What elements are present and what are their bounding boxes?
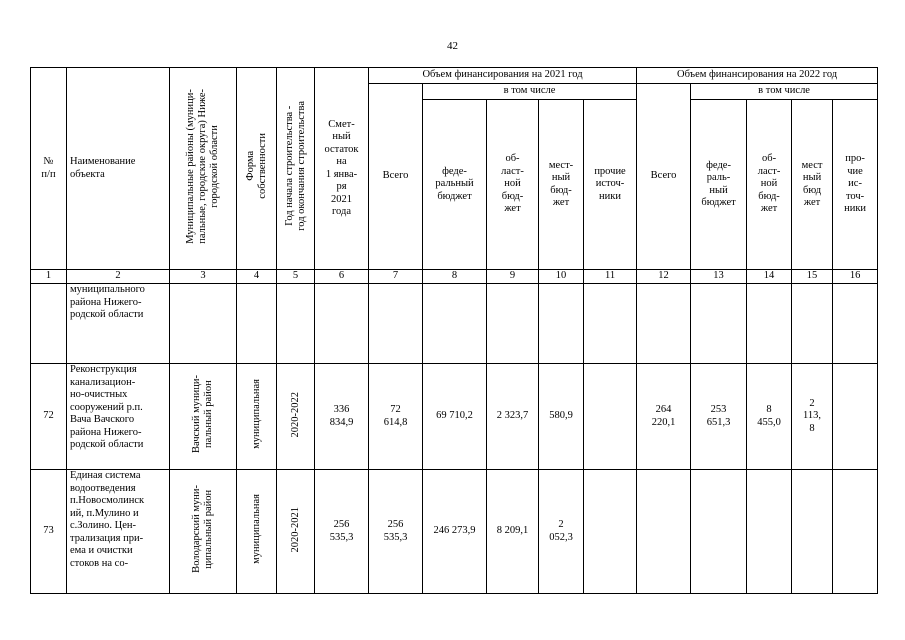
other-2021-cell — [584, 364, 637, 470]
total-2022-cell — [637, 284, 691, 364]
column-number: 14 — [747, 270, 792, 284]
local-2021-cell: 2 052,3 — [539, 470, 584, 594]
column-number: 8 — [423, 270, 487, 284]
estimate-cell — [315, 284, 369, 364]
header-group-2022: Объем финансирования на 2022 год — [637, 68, 878, 84]
header-local-2021: мест- ный бюд- жет — [539, 100, 584, 270]
header-including-2021: в том числе — [423, 84, 637, 100]
total-2021-cell: 256 535,3 — [369, 470, 423, 594]
district-cell — [170, 284, 237, 364]
column-number: 3 — [170, 270, 237, 284]
local-2022-cell — [792, 284, 833, 364]
regional-2022-cell — [747, 284, 792, 364]
column-number-row — [31, 270, 878, 284]
column-number: 5 — [277, 270, 315, 284]
column-number: 15 — [792, 270, 833, 284]
local-2021-cell — [539, 284, 584, 364]
header-estimate: Смет- ный остаток на 1 янва- ря 2021 года — [315, 68, 369, 270]
column-number: 13 — [691, 270, 747, 284]
header-local-2022: мест ный бюд жет — [792, 100, 833, 270]
row-number: 73 — [31, 470, 67, 594]
financing-table — [30, 67, 878, 594]
column-number: 2 — [67, 270, 170, 284]
row-number — [31, 284, 67, 364]
regional-2021-cell — [487, 284, 539, 364]
local-2021-cell: 580,9 — [539, 364, 584, 470]
years-cell — [277, 284, 315, 364]
object-name: Реконструкция канализацион- но-очистных сооружений р.п. Вача Вачского района Нижего- родской области — [67, 364, 170, 470]
other-2022-cell — [833, 284, 878, 364]
regional-2022-cell: 8 455,0 — [747, 364, 792, 470]
ownership-cell: муниципальная — [237, 470, 277, 594]
federal-2021-cell — [423, 284, 487, 364]
header-district: Муниципальные районы (муници- пальные, городские округа) Ниже- городской области — [170, 68, 237, 270]
header-regional-2021: об- ласт- ной бюд- жет — [487, 100, 539, 270]
column-number: 1 — [31, 270, 67, 284]
header-total-2022: Всего — [637, 84, 691, 270]
header-other-2022: про- чие ис- точ- ники — [833, 100, 878, 270]
row-number: 72 — [31, 364, 67, 470]
column-number: 11 — [584, 270, 637, 284]
column-number: 7 — [369, 270, 423, 284]
header-federal-2021: феде- ральный бюджет — [423, 100, 487, 270]
ownership-cell — [237, 284, 277, 364]
local-2022-cell: 2 113, 8 — [792, 364, 833, 470]
header-years: Год начала строительства - год окончания строительства — [277, 68, 315, 270]
total-2021-cell — [369, 284, 423, 364]
header-other-2021: прочие источ- ники — [584, 100, 637, 270]
object-name: Единая система водоотведения п.Новосмолинск ий, п.Мулино и с.Золино. Цен- трализация при- ема и очистки стоков на со- — [67, 470, 170, 594]
header-number: № п/п — [31, 68, 67, 270]
other-2022-cell — [833, 364, 878, 470]
table-row — [31, 470, 878, 594]
local-2022-cell — [792, 470, 833, 594]
header-regional-2022: об- ласт- ной бюд- жет — [747, 100, 792, 270]
total-2021-cell: 72 614,8 — [369, 364, 423, 470]
other-2021-cell — [584, 284, 637, 364]
column-number: 12 — [637, 270, 691, 284]
table-row — [31, 284, 878, 364]
district-cell: Володарский муни- ципальный район — [170, 470, 237, 594]
total-2022-cell: 264 220,1 — [637, 364, 691, 470]
column-number: 16 — [833, 270, 878, 284]
estimate-cell: 256 535,3 — [315, 470, 369, 594]
district-cell: Вачский муници- пальный район — [170, 364, 237, 470]
years-cell: 2020-2022 — [277, 364, 315, 470]
estimate-cell: 336 834,9 — [315, 364, 369, 470]
federal-2022-cell: 253 651,3 — [691, 364, 747, 470]
federal-2022-cell — [691, 470, 747, 594]
ownership-cell: муниципальная — [237, 364, 277, 470]
header-ownership: Форма собственности — [237, 68, 277, 270]
federal-2021-cell: 69 710,2 — [423, 364, 487, 470]
regional-2022-cell — [747, 470, 792, 594]
table-row — [31, 364, 878, 470]
header-total-2021: Всего — [369, 84, 423, 270]
other-2021-cell — [584, 470, 637, 594]
other-2022-cell — [833, 470, 878, 594]
header-including-2022: в том числе — [691, 84, 878, 100]
federal-2021-cell: 246 273,9 — [423, 470, 487, 594]
column-number: 10 — [539, 270, 584, 284]
years-cell: 2020-2021 — [277, 470, 315, 594]
header-object-name: Наименование объекта — [67, 68, 170, 270]
header-federal-2022: феде- раль- ный бюджет — [691, 100, 747, 270]
federal-2022-cell — [691, 284, 747, 364]
total-2022-cell — [637, 470, 691, 594]
page-number: 42 — [447, 40, 458, 52]
regional-2021-cell: 8 209,1 — [487, 470, 539, 594]
header-group-2021: Объем финансирования на 2021 год — [369, 68, 637, 84]
regional-2021-cell: 2 323,7 — [487, 364, 539, 470]
column-number: 9 — [487, 270, 539, 284]
object-name: муниципального района Нижего- родской области — [67, 284, 170, 364]
column-number: 4 — [237, 270, 277, 284]
column-number: 6 — [315, 270, 369, 284]
header-row-1 — [31, 68, 878, 84]
